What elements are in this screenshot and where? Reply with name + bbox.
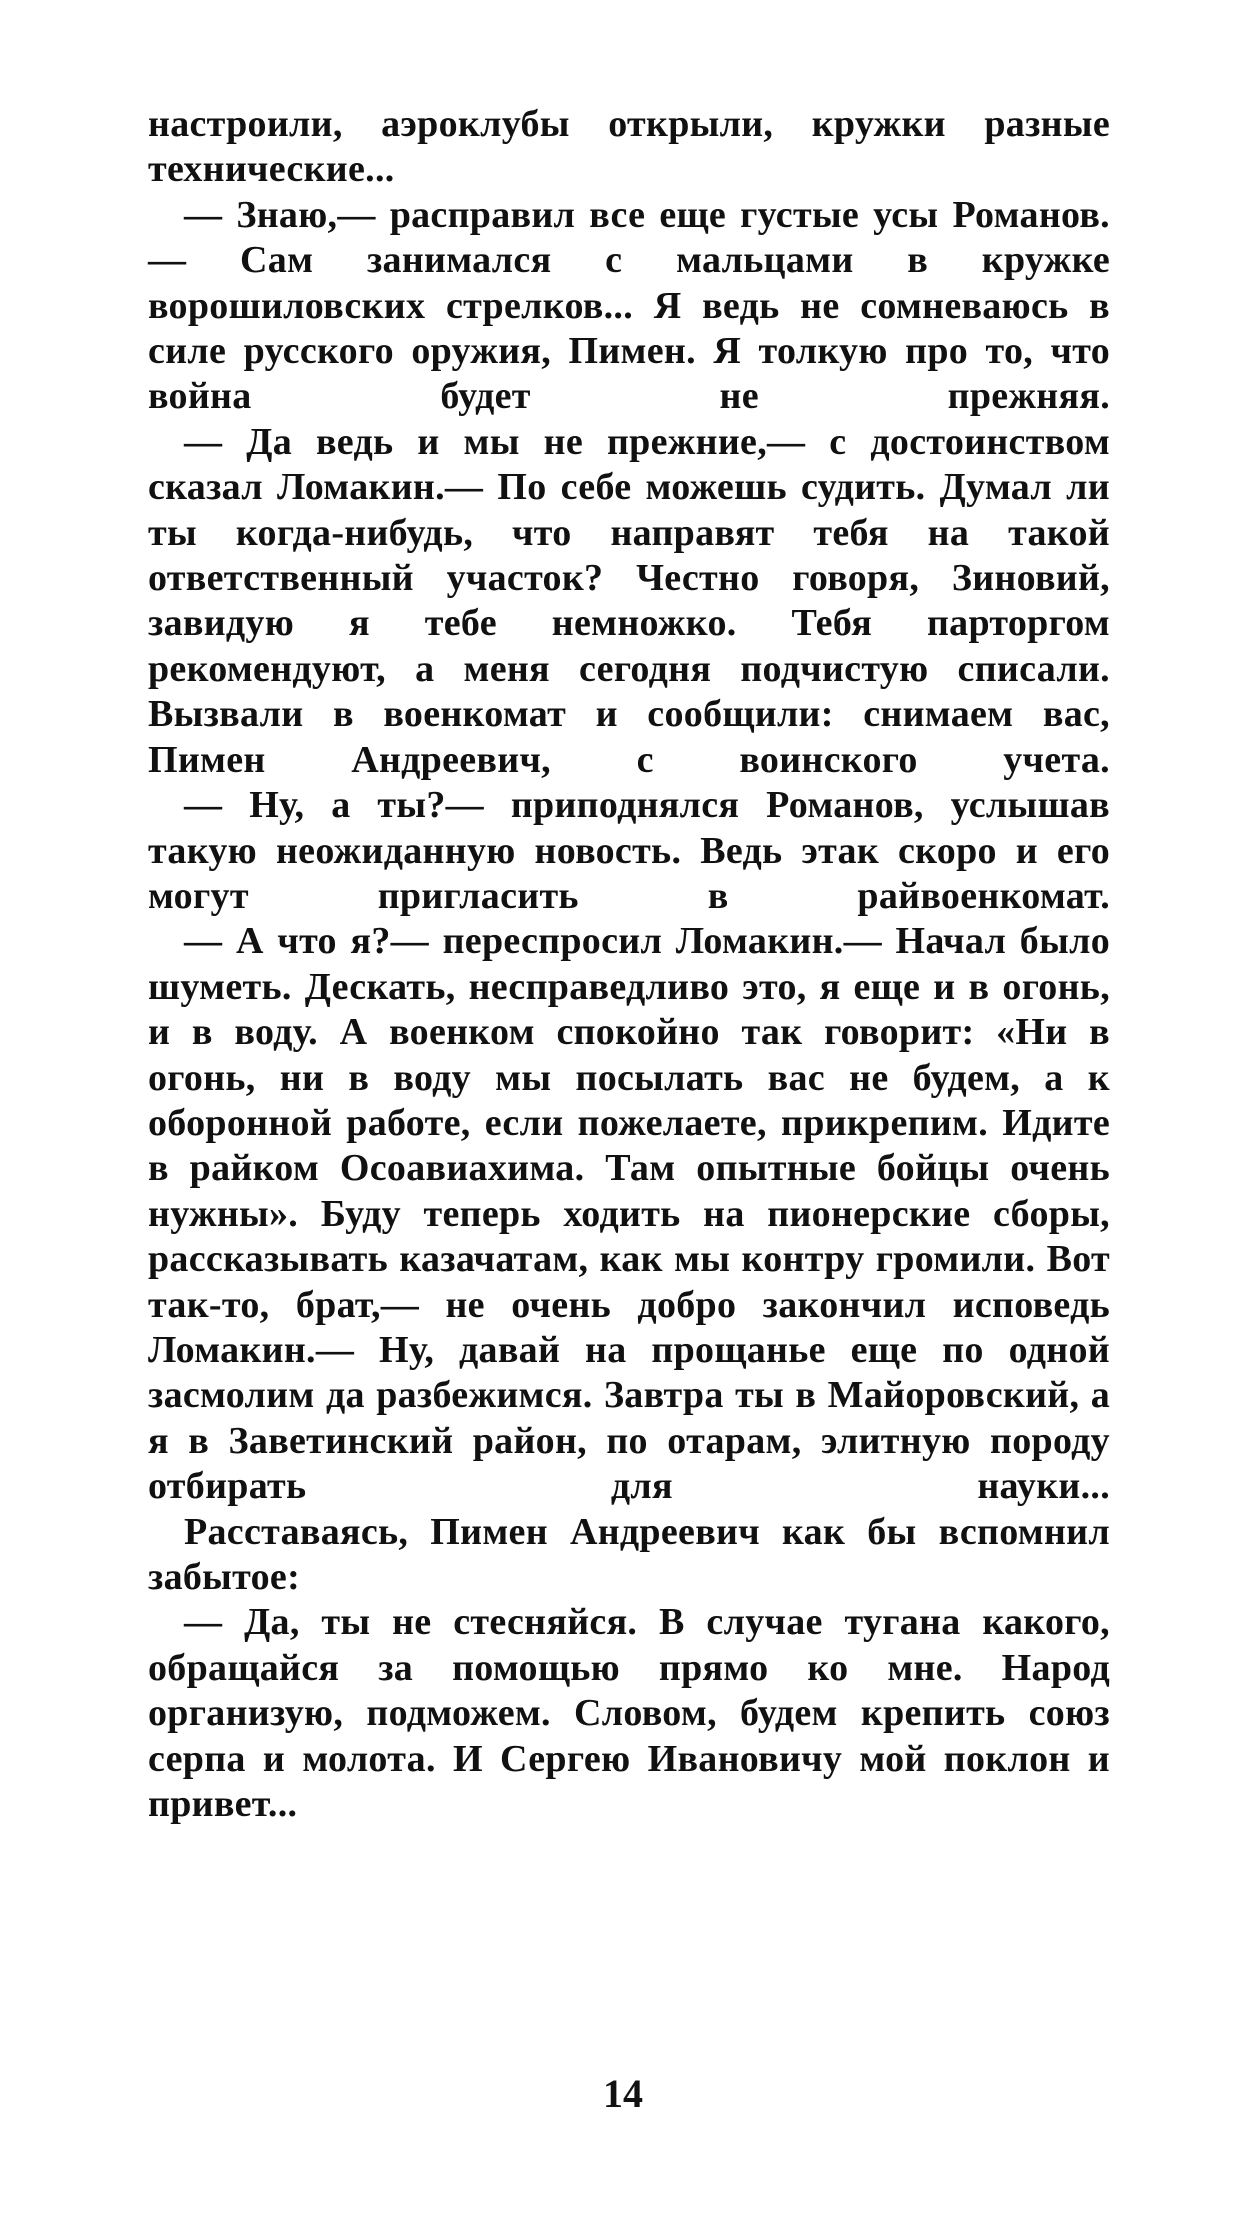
- paragraph-7: — Да, ты не стесняйся. В случае тугана какого, обращайся за помощью прямо ко мне. Народ организую, подможем. Словом, будем крепить союз серпа и молота. И Сергею Ивановичу мой поклон и привет...: [148, 1601, 1110, 1826]
- paragraph-5: — А что я?— переспросил Ломакин.— Начал было шуметь. Дескать, несправедливо это, я еще и в огонь, и в воду. А военком спокойно так говорит: «Ни в огонь, ни в воду мы посылать вас не будем, а к оборонной работе, если пожелаете, прикрепим. Идите в райком Осоавиахима. Там опытные бойцы очень нужны». Буду теперь ходить на пионерские сборы, рассказывать казачатам, как мы контру громили. Вот так-то, брат,— не очень добро закончил исповедь Ломакин.— Ну, давай на прощанье еще по одной засмолим да разбежимся. Завтра ты в Майоровский, а я в Заветинский район, по отарам, элитную породу отбирать для науки...: [148, 920, 1110, 1508]
- page-text-body: [148, 102, 1110, 1827]
- paragraph-3: — Да ведь и мы не прежние,— с достоинством сказал Ломакин.— По себе можешь судить. Думал ли ты когда-нибудь, что направят тебя на такой ответственный участок? Честно говоря, Зиновий, завидую я тебе немножко. Тебя парторгом рекомендуют, а меня сегодня подчистую списали. Вызвали в военкомат и сообщили: снимаем вас, Пимен Андреевич, с воинского учета.: [148, 420, 1110, 781]
- paragraph-2: — Знаю,— расправил все еще густые усы Романов.— Сам занимался с мальцами в кружке ворошиловских стрелков... Я ведь не сомневаюсь в силе русского оружия, Пимен. Я толкую про то, что война будет не прежняя.: [148, 193, 1110, 418]
- page-number: 14: [603, 2071, 643, 2116]
- paragraph-1: настроили, аэроклубы открыли, кружки разные технические...: [148, 103, 1110, 191]
- paragraph-4: — Ну, а ты?— приподнялся Романов, услышав такую неожиданную новость. Ведь этак скоро и его могут пригласить в райвоенкомат.: [148, 784, 1110, 917]
- paragraph-6: Расставаясь, Пимен Андреевич как бы вспомнил забытое:: [148, 1510, 1110, 1598]
